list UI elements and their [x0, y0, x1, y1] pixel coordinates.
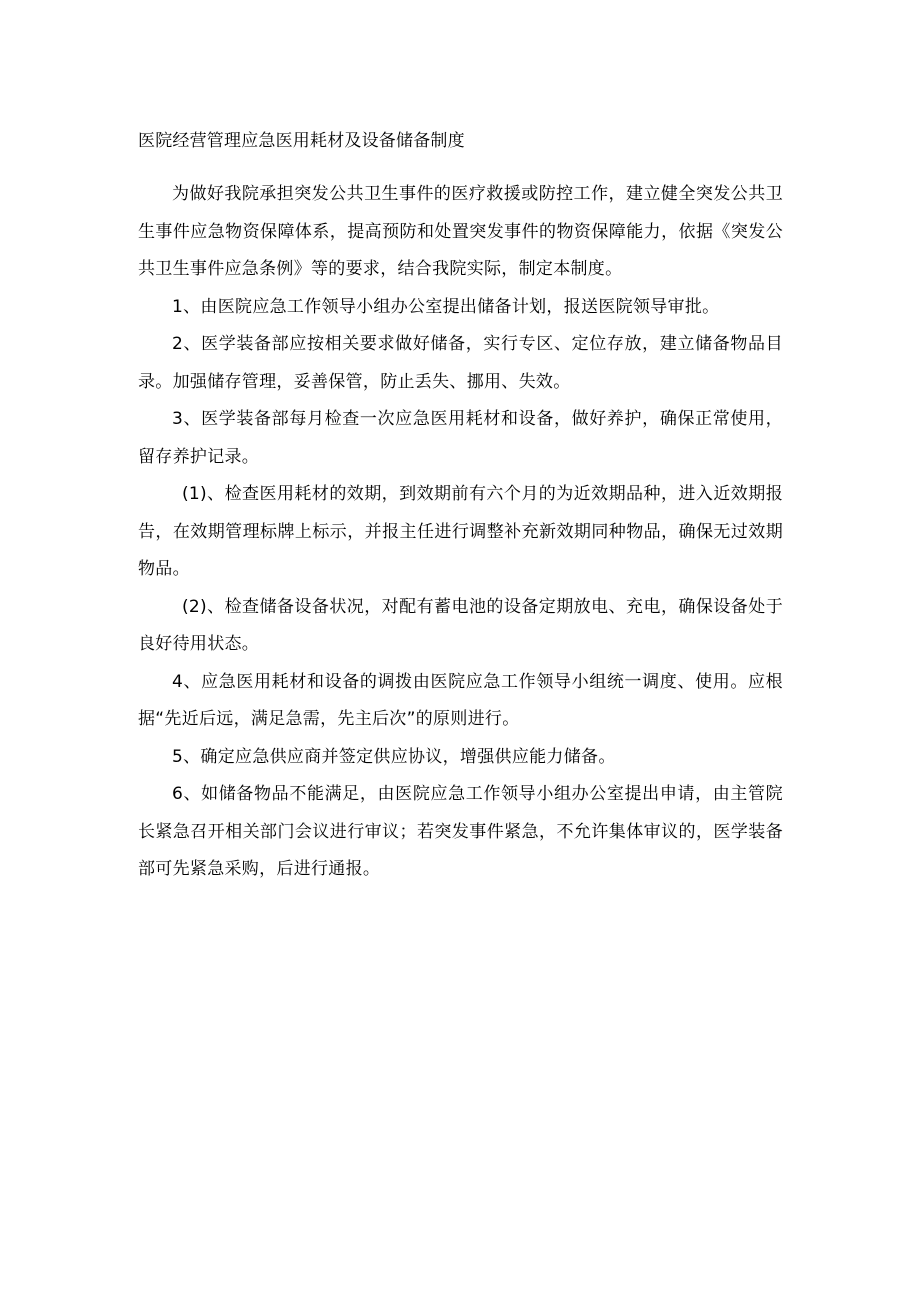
clause-4: 4、应急医用耗材和设备的调拨由医院应急工作领导小组统一调度、使用。应根据“先近后远，满足急需，先主后次”的原则进行。 — [138, 671, 783, 729]
clause-1: 1、由医院应急工作领导小组办公室提出储备计划，报送医院领导审批。 — [172, 296, 720, 317]
clause-6: 6、如储备物品不能满足，由医院应急工作领导小组办公室提出申请，由主管院长紧急召开相关部门会议进行审议；若突发事件紧急，不允许集体审议的，医学装备部可先紧急采购，后进行通报。 — [138, 784, 783, 879]
document-page — [138, 126, 783, 889]
clause-3: 3、医学装备部每月检查一次应急医用耗材和设备，做好养护，确保正常使用，留存养护记录。 — [138, 409, 783, 467]
clause-3-sub-2: (2)、检查储备设备状况，对配有蓄电池的设备定期放电、充电，确保设备处于良好待用状态。 — [138, 596, 783, 654]
clause-3-sub-1: (1)、检查医用耗材的效期，到效期前有六个月的为近效期品种，进入近效期报告，在效期管理标牌上标示，并报主任进行调整补充新效期同种物品，确保无过效期物品。 — [138, 484, 783, 579]
intro-paragraph: 为做好我院承担突发公共卫生事件的医疗救援或防控工作，建立健全突发公共卫生事件应急物资保障体系，提高预防和处置突发事件的物资保障能力，依据《突发公共卫生事件应急条例》等的要求，结合我院实际，制定本制度。 — [138, 184, 783, 279]
clause-2: 2、医学装备部应按相关要求做好储备，实行专区、定位存放，建立储备物品目录。加强储存管理，妥善保管，防止丢失、挪用、失效。 — [138, 334, 783, 392]
clause-5: 5、确定应急供应商并签定供应协议，增强供应能力储备。 — [172, 746, 616, 767]
document-title: 医院经营管理应急医用耗材及设备储备制度 — [138, 131, 465, 151]
